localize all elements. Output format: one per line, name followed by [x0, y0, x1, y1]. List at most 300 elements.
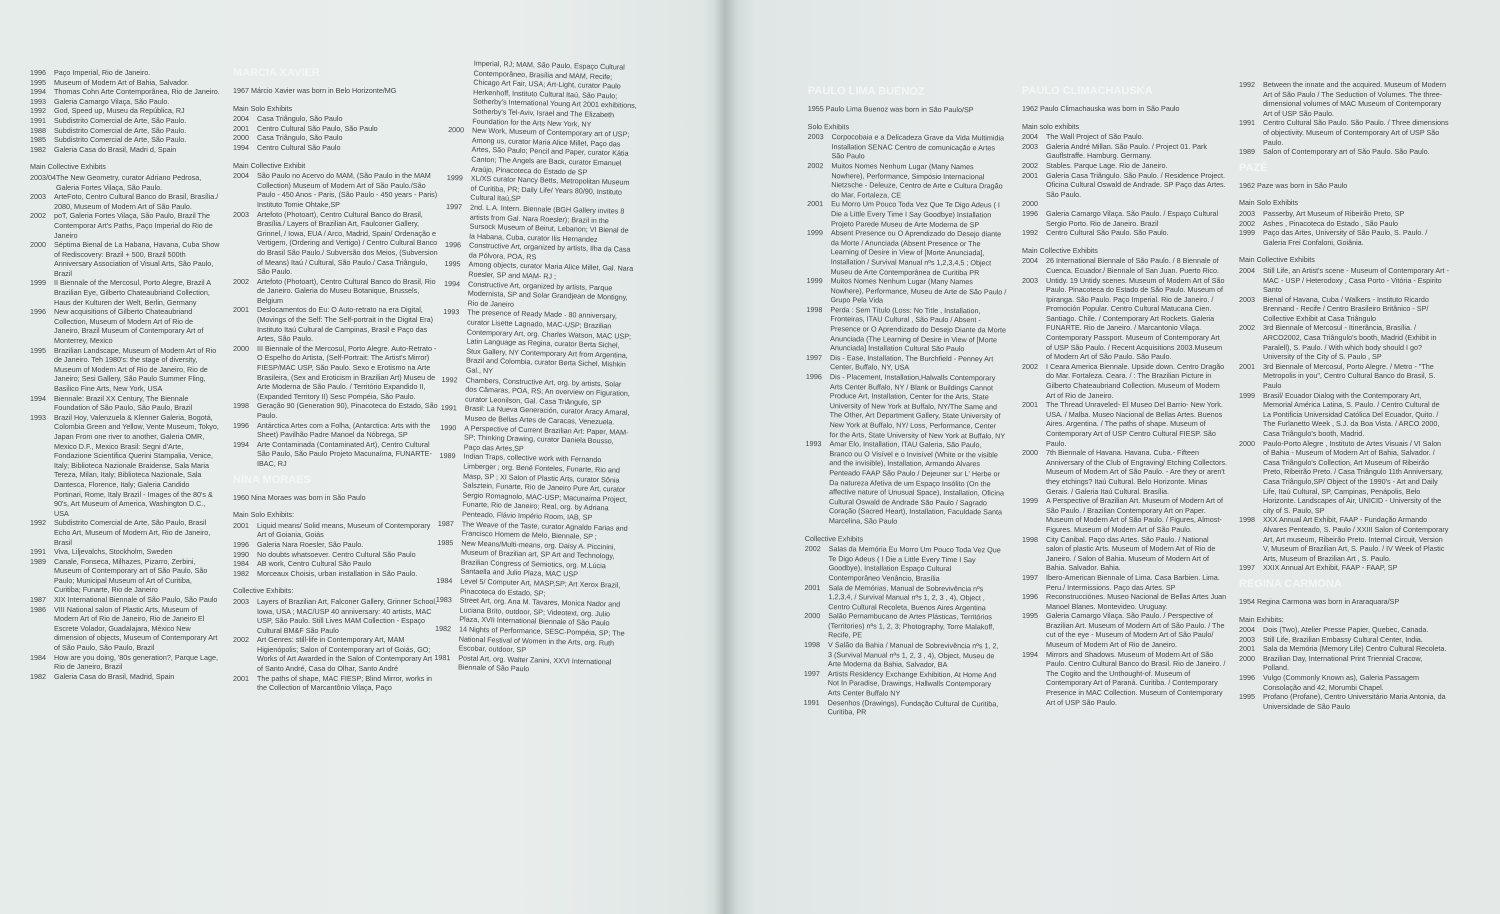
entry-year: 2003 — [1022, 275, 1038, 285]
entry-year: 2003 — [807, 132, 824, 142]
exhibit-entry — [807, 132, 1007, 162]
entry-text: Passerby, Art Museum of Ribeirão Preto, SP — [1263, 208, 1405, 218]
entry-year: 2004 — [233, 171, 249, 181]
entry-text: Stables. Parque Lage. Rio de Janeiro. — [1046, 160, 1168, 170]
artist-intro: 1967 Márcio Xavier was born in Belo Horizonte/MG — [233, 86, 397, 95]
entry-year: 1998 — [1022, 534, 1038, 544]
entry-text: Thomas Cohn Arte Contemporânea, Rio de Janeiro. — [54, 87, 220, 97]
section-heading: Main Collective Exhibit — [233, 160, 306, 170]
exhibit-entry — [807, 199, 1007, 229]
entry-text: The presence of Ready Made - 80 anniversary, curator Lisette Lagnado, MAC-USP; Brazilian Contemporary Art, org. Charles Watson, MAC USP; Latin Language as Regina, curator Berta Sichel, Stux Gallery, NY Contemporary Art from Argentina, Brazil and Colombia, curator Berta Sichel, Mishkin Gal., NY — [465, 307, 632, 376]
entry-year: 1997 — [445, 201, 463, 212]
entry-text: Still Life, Brazilian Embassy Cultural Center, India. — [1263, 634, 1423, 644]
entry-year: 2000 — [1022, 199, 1038, 209]
entry-text: Chambers, Constructive Art, org. by artists, Solar dos Câmaras, POA, RS; An overview on Figuration, curator Leonilson, Gal. Casa Triângulo, SP — [464, 375, 630, 407]
entry-text: Reconstrucciónes. Museo Nacional de Bellas Artes Juan Manoel Blanes. Montevideo. Uruguay. — [1046, 592, 1227, 611]
exhibit-entry — [436, 538, 627, 581]
exhibit-entry — [804, 544, 1004, 584]
entry-year: 1991 — [30, 115, 46, 125]
entry-year: 1999 — [446, 173, 463, 183]
entry-year: 2000 — [233, 133, 249, 143]
entry-year: 1998 — [233, 401, 249, 411]
entry-text: Indian Traps, collective work with Fernando Limberger ; org. Bené Fonteles, Funarte, Rio and Masp, SP ; XI Salon of Plastic Arts, curator Sônia Salsztein, Funarte, Rio de Janeiro Pure Art, curator Sergio Romagnolo, MAC-USP; Macunaíma Project, Funarte, Rio de Janeiro; Real, org. by Adriana Penteado, Flávio Império Room, IAB, SP — [461, 451, 628, 522]
entry-text: No doubts whatsoever. Centro Cultural São Paulo — [257, 549, 416, 559]
exhibit-entry — [233, 171, 438, 209]
exhibit-entry — [805, 439, 1006, 527]
entry-text: Centro Cultural São Paulo. São Paulo. — [1046, 228, 1169, 238]
entry-year: 1994 — [1022, 649, 1038, 659]
exhibit-entry — [1239, 323, 1449, 361]
entry-year: 1991 — [803, 697, 820, 707]
entry-year: 1982 — [434, 623, 452, 634]
entry-text: Antárctica Artes com a Folha, (Antarctica: Arts with the Sheet) Pavilhão Padre Manoel da Nóbrega, SP — [257, 420, 431, 440]
entry-year: 2001 — [1239, 361, 1255, 371]
exhibit-entry — [804, 582, 1004, 612]
entry-year: 1997 — [1239, 563, 1255, 573]
exhibit-entry — [233, 521, 438, 540]
entry-year: 2004 — [1239, 265, 1255, 275]
entry-year: 1996 — [1022, 208, 1038, 218]
exhibit-entry — [1022, 611, 1227, 649]
exhibit-entry — [233, 305, 438, 343]
entry-text: Sala de Memórias, Manual de Sobrevivência nºs 1,2,3,4, / Survival Manual nºs 1, 2, 3 , 4), Object , Centro Cultural Recoleta, Buenos Aires Argentina — [828, 582, 986, 612]
exhibit-entry — [1022, 142, 1227, 161]
exhibit-entry — [1239, 219, 1449, 229]
right-column-1 — [804, 80, 1008, 718]
artist-name: REGINA CARMONA — [1239, 577, 1342, 590]
exhibit-entry — [233, 635, 438, 673]
exhibit-entry — [30, 173, 220, 192]
entry-text: Casa Triângulo, São Paulo — [257, 114, 343, 124]
entry-year: 2000 — [30, 240, 46, 250]
entry-year: 1991 — [1239, 118, 1255, 128]
entry-text: Postal Art, org. Walter Zanini, XXVI International Biennale of São Paulo — [457, 653, 612, 674]
entry-text: Biennale: Brazil XX Century, The Biennale Foundation of São Paulo, São Paulo, Brazil — [54, 393, 193, 413]
left-column-2 — [233, 62, 438, 693]
entry-text: Dis - Placement, Installation,Halwalls Contemporary Arts Center Buffalo, NY / Blank or Buildings Cannot Produce Art, Installation, Center for the Arts, State University of New York at Buffalo, NY/The Same and The Other, Art Department Gallery, State University of New York at Buffalo, NY/ Loss, Performance, Center for the Arts, State University of New York at Buffalo, NY — [829, 372, 1006, 440]
entry-year: 2003 — [233, 596, 249, 606]
entry-year: 2004 — [1239, 625, 1255, 635]
entry-year: 2002 — [1022, 160, 1038, 170]
entry-text: Salas da Memória Eu Morro Um Pouco Toda Vez Que Te Digo Adeus ( I Die a Little Every Time I Say Goodbye), Installation Espaço Cultural Contemporâneo Venâncio, Brasília — [828, 544, 1001, 583]
entry-year: 2001 — [1022, 400, 1038, 410]
exhibit-entry — [30, 307, 220, 345]
entry-year: 2002 — [233, 276, 249, 286]
entry-year: 1987 — [437, 518, 454, 528]
entry-year: 1991 — [440, 403, 457, 413]
entry-text: Viva, Liljevalchs, Stockholm, Sweden — [54, 547, 173, 557]
entry-year: 2001 — [1239, 644, 1255, 654]
entry-year: 1997 — [806, 352, 823, 362]
exhibit-entry — [233, 210, 438, 277]
exhibit-entry — [30, 518, 220, 547]
exhibit-entry — [1022, 650, 1227, 708]
exhibit-entry — [30, 106, 220, 116]
entry-text: Perda : Sem Título (Loss: No Title , Installation, Fronteiras, ITAU Cultural , São Paulo / Absent - Presence or O Aprendizado do Desejo Diante da Morte Anunciada (The Learning of Desire in View of [Morte Anunciada] Installation Cultural São Paulo — [830, 305, 1007, 354]
entry-text: Amar Elo, Installation, ITAU Galeria, São Paulo, Branco ou O Visível e o Invisível (White or the visible and the invisible), Installation, Armando Alvares Penteado FAAP São Paulo / Dejeuner sur L' Herbe or Da natureza Afetiva de um Espaço Insólito (On the affective nature of Unusual Space), Installation, Oficina Cultural Oswald de Andrade São Paulo / Sagrado Coração (Sacred Heart), Installation, Faculdade Santa Marcelina, São Paulo — [828, 439, 1005, 526]
entry-year: 1998 — [806, 304, 823, 314]
entry-year: 1993 — [443, 307, 460, 317]
entry-year: 2000 — [804, 611, 821, 621]
exhibit-entry — [1022, 209, 1227, 228]
exhibit-entry — [233, 133, 438, 143]
entry-text: Subdistrito Comercial de Arte, São Paulo. — [54, 135, 187, 145]
artist-name: NINA MORAES — [233, 473, 311, 486]
entry-text — [1046, 199, 1227, 209]
entry-year: 1994 — [233, 142, 249, 152]
entry-text: 26 International Biennale of São Paulo. / 8 Biennale of Cuenca. Ecuador./ Biennale of San Juan. Puerto Rico. — [1046, 256, 1220, 275]
entry-text: Galeria Camargo Vilaça. São Paulo. / Espaço Cultural Sergio Porto. Rio de Janeiro. Brazil — [1046, 208, 1219, 228]
entry-text: Centro Cultural São Paulo — [257, 142, 341, 152]
exhibit-entry — [1022, 496, 1227, 534]
entry-year — [448, 58, 474, 126]
artist-intro: 1960 Nina Moraes was born in São Paulo — [233, 492, 366, 502]
entry-text: Ashes , Pinacoteca do Estado , São Paulo — [1263, 218, 1399, 228]
entry-text: Geração 90 (Generation 90), Pinacoteca do Estado, São Paulo. — [257, 401, 438, 420]
left-column-3 — [434, 58, 640, 677]
exhibit-entry — [30, 135, 220, 145]
exhibit-entry — [30, 87, 220, 97]
section-heading: Main Solo Exhibits: — [233, 510, 295, 520]
exhibit-entry — [1239, 266, 1449, 295]
entry-text: 2nd. L.A. Intern. Biennale (BGH Gallery invites 8 artists from Gal. Nara Roesler); Brazil in the Sursock Museum of Beirut, Lebanon; VI Bienal de la Habana, Cuba, curator Ilis Hernandez — [469, 202, 629, 244]
exhibit-entry — [30, 78, 220, 88]
exhibit-entry — [30, 240, 220, 278]
entry-year: 1986 — [30, 604, 46, 614]
entry-year: 2001 — [1022, 170, 1038, 180]
exhibit-entry — [1239, 654, 1449, 673]
entry-year: 1990 — [440, 422, 457, 432]
entry-year: 1996 — [1239, 673, 1255, 683]
entry-year: 1992 — [441, 374, 458, 384]
exhibit-entry — [804, 669, 1004, 699]
entry-text: Sala da Memória (Memory Life) Centro Cultural Recoleta. — [1263, 644, 1447, 654]
right-column-2 — [1022, 80, 1227, 707]
entry-text: Casa Triângulo, São Paulo — [257, 133, 343, 143]
entry-year: 1981 — [434, 652, 451, 663]
entry-year: 1995 — [30, 77, 46, 87]
exhibit-entry — [1239, 80, 1449, 118]
entry-text: Corpocobaia e a Delicadeza Grave da Vida Multimidia Installation SENAC Centro de comunicação e Artes São Paulo — [831, 132, 1005, 161]
exhibit-entry — [1239, 625, 1449, 635]
exhibit-entry — [448, 58, 640, 130]
entry-text: poT, Galeria Fortes Vilaça, São Paulo, Brazil The Contemporar Art's Paths, Paço Imperial do Rio de Janeiro — [54, 211, 213, 240]
exhibit-entry — [233, 114, 438, 124]
book-gutter — [714, 0, 738, 914]
entry-text: Galeria Camargo Vilaça, São Paulo. — [54, 96, 170, 106]
artist-intro: 1954 Regina Carmona was born in Araraquara/SP — [1239, 596, 1400, 606]
exhibit-entry — [30, 653, 220, 672]
left-column-1 — [30, 68, 220, 681]
entry-year: 1996 — [233, 420, 249, 430]
entry-text: Subdistrito Comercial de Arte, São Paulo. — [54, 125, 187, 135]
entry-text: I Ceara America Biennale. Upside down. Centro Dragão do Mar. Fortaleza. Ceara. / : The Brazilian Picture in Gilberto Chateaubriand Collection. Museum of Modern Art of Rio de Janeiro. — [1046, 361, 1225, 400]
entry-year: 2002 — [30, 211, 46, 221]
entry-text: ArteFoto, Centro Cultural Banco do Brasil, Brasília./ 2080, Museum of Modern Art of São Paulo. — [54, 192, 219, 211]
entry-year: 1992 — [1022, 228, 1038, 238]
exhibit-entry — [1239, 692, 1449, 711]
entry-year: 2002 — [233, 635, 249, 645]
entry-text: II Biennale of the Mercosul, Porto Alegre, Brazil A Brazilian Eye, Gilberto Chateaubriand Collection, Haus der Kulturen der Welt, Berlin, Germany — [54, 278, 211, 307]
entry-text: 7th Biennale of Havana. Havana. Cuba.- Fifteen Anniversary of the Club of Engraving/ Etching Collectors. Museum of Modern Art of São Paulo. - Are they or aren't they etchings? Itaú Cultural. Belo Horizonte. Minas Gerais. / Galeria Itaú Cultural. Brasília. — [1046, 448, 1227, 496]
exhibit-entry — [30, 116, 220, 126]
left-page — [0, 0, 724, 914]
entry-text: 14 Nights of Performance, SESC-Pompéia, SP; The National Festival of Women in the Arts, org. Ruth Escobar, outdoor, SP — [458, 624, 625, 655]
exhibit-entry — [1239, 118, 1449, 147]
entry-year: 1997 — [1022, 572, 1038, 582]
exhibit-entry — [30, 346, 220, 394]
entry-text: The Wall Project of São Paulo. — [1046, 132, 1144, 142]
exhibit-entry — [233, 597, 438, 635]
exhibit-entry — [1022, 573, 1227, 592]
entry-year: 1996 — [233, 539, 249, 549]
entry-text: Among objects, curator Maria Alice Millet, Gal. Nara Roesler, SP and MAM- RJ ; — [468, 260, 634, 281]
exhibit-entry — [447, 125, 638, 178]
entry-text: Subdistrito Comercial de Arte, São Paulo, Brasil Echo Art, Museum of Modern Art, Rio de Janeiro, Brasil — [54, 518, 211, 547]
exhibit-entry — [1022, 400, 1227, 448]
exhibit-entry — [30, 394, 220, 413]
entry-year: 2004 — [233, 114, 249, 124]
entry-text: Centro Cultural São Paulo. São Paulo. / Three dimensions of objectivity. Museum of Contemporary Art of USP São Paulo. — [1263, 118, 1449, 147]
entry-text: The Thread Unraveled- El Museo Del Barrio- New York. USA. / Malba. Museo Nacional de Bellas Artes. Buenos Aires. Argentina. / The paths of shape. Museum of Contemporary Art of USP Centro Cultural FIESP. São Paulo. — [1046, 400, 1223, 448]
entry-year: 1996 — [30, 68, 46, 77]
right-page — [724, 0, 1500, 914]
entry-year: 1995 — [444, 259, 461, 269]
entry-text: Still Life, an Artist's scene - Museum of Contemporary Art - MAC - USP / Heterodoxy , Casa Porto - Vitória - Espirito Santo — [1263, 265, 1449, 295]
exhibit-entry — [804, 611, 1004, 641]
exhibit-entry — [30, 192, 220, 211]
section-heading: Main Collective Exhibits — [1022, 245, 1098, 255]
exhibit-entry — [30, 145, 220, 155]
entry-year: 1984 — [233, 559, 249, 569]
entry-year: 1984 — [30, 652, 46, 662]
entry-text: 3rd Biennale of Mercosul - Itinerância, Brasília. / ARCO2002, Casa Triângulo's booth, Madrid (Exhibit in Paralell), S. Paulo. / With which body should I go? University of the City of S. Paulo , SP — [1263, 323, 1437, 362]
entry-year: 2001 — [233, 673, 249, 683]
entry-text: Museum of Modern Art of Bahia, Salvador. — [54, 77, 190, 87]
entry-text: City Canibal. Paço das Artes. São Paulo. / National salon of plastic Arts. Museum of Modern Art of Rio de Janeiro. / Salon of Bahia. Museum of Modern Art of Bahia. Salvador. Bahia. — [1046, 534, 1216, 573]
section-heading: Solo Exhibits — [807, 121, 850, 131]
entry-year: 1995 — [1022, 611, 1038, 621]
exhibit-entry — [806, 305, 1006, 354]
section-heading: Collective Exhibits — [804, 533, 864, 543]
entry-year: 2003 — [1022, 141, 1038, 151]
entry-year: 2004 — [1022, 256, 1038, 266]
entry-year: 1983 — [435, 595, 452, 605]
exhibit-entry — [434, 653, 624, 677]
artist-name: PAZÉ — [1239, 161, 1268, 174]
exhibit-entry — [30, 557, 220, 595]
exhibit-entry — [233, 674, 438, 693]
entry-year: 1993 — [805, 439, 822, 449]
exhibit-entry — [1022, 161, 1227, 171]
entry-text: Between the innate and the acquired. Museum of Modern Art of São Paulo / The Seduction of Volumes. The three-dimensional volumes of MAC Museum of Contemporary Art of USP São Paulo. — [1263, 80, 1446, 118]
exhibit-entry — [1239, 391, 1449, 439]
exhibit-entry — [233, 421, 438, 440]
exhibit-entry — [445, 202, 636, 245]
exhibit-entry — [30, 595, 220, 605]
entry-year: 1996 — [805, 372, 822, 382]
artist-intro: 1962 Paulo Climachauska was born in São Paulo — [1022, 104, 1180, 113]
entry-text: Canale, Fonseca, Milhazes, Pizarro, Zerbini, Museum of Contemporary art of São Paulo, São Paulo; Municipal Museum of Art of Curitiba, Curitiba; Funarte, Rio de Janeiro — [54, 556, 208, 595]
exhibit-entry — [1239, 644, 1449, 654]
entry-year: 1999 — [30, 278, 46, 288]
exhibit-entry — [233, 344, 438, 402]
entry-text: God, Speed up, Museu da República, RJ — [54, 106, 185, 116]
entry-year: 1996 — [444, 240, 462, 250]
entry-year: 1998 — [804, 640, 821, 650]
entry-year: 2004 — [1022, 132, 1038, 142]
exhibit-entry — [233, 559, 438, 569]
entry-year: 1989 — [1239, 147, 1255, 157]
entry-year: 1993 — [30, 96, 46, 106]
entry-year: 2000 — [1022, 448, 1038, 458]
entry-year: 2003 — [1239, 634, 1255, 644]
right-column-3 — [1239, 80, 1449, 711]
entry-text: Centro Cultural São Paulo, São Paulo — [257, 123, 378, 133]
entry-text: Subdistrito Comercial de Arte, São Paulo. — [54, 115, 187, 125]
exhibit-entry — [1239, 362, 1449, 391]
entry-year: 2001 — [804, 582, 821, 592]
exhibit-entry — [30, 413, 220, 519]
exhibit-entry — [1022, 199, 1227, 209]
exhibit-entry — [1022, 132, 1227, 142]
entry-text: Arte Contaminada (Contaminated Art), Centro Cultural São Paulo, São Paulo Projeto Macunaíma, FUNARTE-IBAC, RJ — [257, 439, 432, 468]
entry-text: XXIX Annual Art Exhibit, FAAP - FAAP, SP — [1263, 563, 1398, 573]
entry-year: 1982 — [30, 144, 46, 154]
exhibit-entry — [233, 540, 438, 550]
exhibit-entry — [806, 276, 1006, 306]
entry-year: 1992 — [1239, 80, 1255, 89]
entry-year: 2003/04 — [30, 172, 56, 182]
section-heading: Main Solo Exhibits — [233, 103, 293, 113]
artist-name: PAULO CLIMACHAUSKA — [1022, 85, 1153, 97]
entry-year: 1985 — [437, 537, 454, 547]
entry-year: 2002 — [1022, 361, 1038, 371]
section-heading: Main Exhibits: — [1239, 614, 1284, 624]
artist-intro: 1962 Paze was born in São Paulo — [1239, 180, 1348, 190]
exhibit-entry — [30, 68, 220, 78]
exhibit-entry — [30, 605, 220, 653]
entry-text: Muitos Nomes Nenhum Lugar (Many Names Nowhere), Performance, Simpósio Internacional Nietzsche - Deleuze, Centro de Arte e Cultura Dragão do Mar, Fortaleza, CE — [831, 161, 1003, 200]
entry-year: 2001 — [233, 520, 249, 530]
entry-year: 1999 — [1239, 390, 1255, 400]
exhibit-entry — [233, 401, 438, 420]
entry-year: 2003 — [233, 209, 249, 219]
exhibit-entry — [1022, 276, 1227, 362]
entry-text: Galeria Nara Roesler, São Paulo. — [257, 539, 364, 549]
section-heading: Main Collective Exhibits — [1239, 255, 1315, 265]
exhibit-entry — [30, 97, 220, 107]
entry-text: Imperial, RJ; MAM, São Paulo, Espaço Cultural Contemporâneo, Brasília and MAM, Recife; Chicago Art Fair, USA; Art-Light, curator Paulo Herkenhoff, Instituto Cultural Itaú, São Paulo; Sotherby's International Young Art 2001 exhibitions, Sotherby's Tel-Aviv, Israel and The Elizabeth Foundation for the Arts New York, NY — [472, 58, 637, 129]
entry-text: A Perspective of Current Brazilian Art: Paper, MAM-SP; Thinking Drawing, curator Daniela Bousso, Paço das Artes,SP — [463, 423, 629, 453]
section-heading: Collective Exhibits: — [233, 586, 294, 596]
entry-year: 1996 — [30, 307, 46, 317]
entry-text: Brasil/ Ecuador Dialog with the Contemporary Art, Memorial América Latina, S. Paulo. / Centro Cultural de La Pontificia Universidad Católica Del Ecuador, Quito. / The Furlanetto Week , S.J. da Boa Vista. / ARCO 2000, Casa Triângulo's booth, Madrid. — [1263, 390, 1440, 438]
entry-year: 2000 — [1239, 438, 1255, 448]
exhibit-entry — [1239, 147, 1449, 157]
entry-text: III Biennale of the Mercosul, Porto Alegre. Auto-Retrato - O Espelho do Artista, (Self-Portrait: The Artist's Mirror) FIESP/MAC USP, São Paulo. Sexo e Erotismo na Arte Brasileira, (Sex and Eroticism in Brazilian Art) Museu de Arte Moderna de São Paulo. / Território Expandido II, (Expanded Territory II) Sesc Pompéia, São Paulo. — [257, 343, 437, 401]
entry-text: The Weave of the Taste, curator Agnaldo Farias and Francisco Homem de Melo, Biennale, SP ; — [461, 518, 628, 542]
entry-text: Séptima Bienal de La Habana, Havana, Cuba Show of Rediscovery: Brazil + 500, Brazil 500th Anniversary Association of Visual Arts, São Paulo, Brazil — [54, 240, 220, 278]
entry-year: 1987 — [30, 595, 46, 605]
entry-text: XXX Annual Art Exhibit, FAAP - Fundação Armando Alvares Penteado, S. Paulo / XXIII Salon of Contemporary Art, Art museum, Ribeirão Preto. Internal Circuit, Version V, Museum of Brazilian Art, S. Paulo. / IV Week of Plastic Arts, Museum of Brazilian Art , S. Paulo. — [1263, 515, 1449, 563]
entry-year: 1997 — [803, 668, 820, 678]
entry-year: 1999 — [806, 276, 823, 286]
exhibit-entry — [807, 161, 1007, 201]
entry-text: Mirrors and Shadows. Museum of Modern Art of São Paulo. Centro Cultural Banco do Brasil. Rio de Janeiro. / The Cogito and the Unthought-of. Museum of Contemporary Art of Paraná. Curitiba. / Contemporary Presence in MAC Collection. Museum of Contemporary Art of USP São Paulo. — [1046, 649, 1226, 707]
entry-text: Galeria André Millan. São Paulo. / Project 01. Park Gauflstraffe. Hamburg. Germany. — [1046, 141, 1208, 161]
entry-text: New acquisitions of Gilberto Chateaubriand Collection, Museum of Modern Art of Rio de Janeiro, Brazil Museum of Contemporary Art of Monterrey, Mexico — [54, 307, 204, 346]
exhibit-entry — [806, 353, 1006, 374]
entry-year: 1988 — [30, 125, 46, 135]
entry-text: Layers of Brazilian Art, Falconer Gallery, Grinner School, Iowa, USA ; MAC/USP 40 anniversary: 40 artists, MAC USP, São Paulo. Still Lives MAM Collection - Espaço Cultural BM&F São Paulo — [257, 596, 438, 635]
entry-year: 1994 — [443, 278, 461, 288]
entry-text: New Work, Museum of Contemporary art of USP; Among us, curator Maria Alice Millet, Paço das Artes, São Paulo; Pencil and Paper, curator Kátia Canton; The Angels are Back, curator Emanuel Araújo, Pinacoteca do Estado de SP — [470, 125, 630, 177]
exhibit-entry — [1239, 228, 1449, 247]
entry-text: Paço das Artes, University of São Paulo, S. Paulo. / Galeria Frei Confaloni, Goiânia. — [1263, 228, 1428, 247]
entry-year: 1998 — [1239, 515, 1255, 525]
exhibit-entry — [233, 143, 438, 153]
entry-text: Morceaux Choisis, urban installation in São Paulo. — [257, 568, 418, 578]
exhibit-entry — [1239, 673, 1449, 692]
section-heading: Main solo exhibits — [1022, 121, 1080, 131]
exhibit-entry — [1022, 535, 1227, 573]
entry-year: 1994 — [30, 393, 46, 403]
entry-year: 1993 — [30, 412, 46, 422]
entry-text: 3rd Biennale of Mercosul, Porto Alegre. / Metro - "The Metropolis in you", Centro Cultural Banco do Brasil, S. Paulo — [1263, 361, 1436, 391]
entry-year: 1999 — [1239, 228, 1255, 238]
entry-year: 1999 — [806, 228, 823, 238]
exhibit-entry — [1239, 439, 1449, 516]
entry-year: 1984 — [436, 575, 453, 586]
exhibit-entry — [1022, 171, 1227, 200]
exhibit-entry — [438, 451, 630, 523]
entry-text: Dois (Two), Atelier Presse Papier, Quebec, Canada. — [1263, 625, 1429, 635]
entry-text: VIII National salon of Plastic Arts, Museum of Modern Art of Rio de Janeiro, Rio de Janeiro El Escrete Volador, Guadalajara, México New dimension of objects, Museum of Contemporary Art of São Paulo, São Paulo, Brazil — [54, 604, 218, 653]
exhibit-entry — [30, 126, 220, 136]
entry-year: 2001 — [807, 199, 824, 209]
entry-text: Profano (Profane), Centro Universitário Maria Antonia, da Universidade de São Paulo — [1263, 692, 1446, 711]
entry-year: 2002 — [804, 544, 821, 554]
exhibit-entry — [30, 672, 220, 682]
entry-text: Absent Presence ou O Aprendizado do Desejo diante da Morte / Anunciada (Absent Presence or The Learning of Desire in View of [Morte Anunciada], Installation / Survival Manual nºs 1,2,3,4,5 ; Object Museu de Arte Contemporânea de Curitiba PR — [830, 228, 1002, 277]
exhibit-entry — [1022, 228, 1227, 238]
artist-name: MARCIA XAVIER — [233, 67, 320, 79]
exhibit-entry — [1022, 256, 1227, 275]
entry-text: Galeria Casa Triângulo. São Paulo. / Residence Project. Oficina Cultural Oswald de Andrade. SP Paço das Artes. São Paulo. — [1046, 170, 1226, 199]
exhibit-entry — [1022, 448, 1227, 496]
entry-year: 1999 — [1022, 496, 1038, 506]
entry-text: Brazil Hoy, Valenzuela & Klenner Galeria, Bogotá, Colombia Green and Yellow, Vente Museum, Tokyo, Japan From one river to another, Galeria OMR, Mexico D.F., Mexico Brasil: Segni d'Arte, Fondazione Scientifica Querini Stampalia, Venice, Italy; Biblioteca Nazionale Braidense, Sala Maria Tereza, Milan, Italy; Biblioteca Nazionale, Sala Dantesca, Florence, Italy; Galeria Candido Portinari, Rome, Italy Brazil - Images of the 80's & 90's, Art Museum of America, Washington D.C., USA — [54, 412, 219, 518]
entry-year: 2000 — [1239, 653, 1255, 663]
entry-text: Galeria Casa do Brasil, Madrid, Spain — [54, 671, 175, 681]
entry-text: Brazilian Day, International Print Triennial Cracow, Polland. — [1263, 653, 1423, 673]
entry-text: New Means/Multi-means, org. Daisy A. Piccinini, Museum of Brazilian art, SP Art and Technology, Brazilian Congress of Semiotics, org. M.Lúcia Santaella and Julio Plaza, MAC USP — [460, 538, 616, 579]
entry-text: Constructive Art, organized by artists, Parque Modernista, SP and Solar Grandjean de Montigny, Rio de Janeiro — [467, 279, 628, 309]
entry-year: 1989 — [439, 451, 456, 461]
entry-year: 1994 — [30, 87, 46, 97]
entry-text: Vulgo (Commonly Known as), Galeria Passagem Consolação and 42, Morumbi Chapel. — [1263, 673, 1419, 692]
entry-text: Art Genres: still-life in Contemporary Art, MAM Higienópolis; Salon of Contemporary art of Goiás, GO; Works of Art Awarded in the Salon of Contemporary Art of Santo André, Casa do Olhar, Santo André — [257, 635, 433, 674]
entry-text: Bienal of Havana, Cuba / Walkers - Instituto Ricardo Brennand - Recife / Centro Brasileiro Britânico - SP/ Collective Exhibit at Casa Triângulo — [1263, 294, 1429, 323]
entry-year: 2003 — [30, 192, 46, 202]
entry-year: 2002 — [1239, 323, 1255, 333]
exhibit-entry — [1239, 563, 1449, 573]
exhibit-entry — [805, 372, 1005, 441]
exhibit-entry — [233, 550, 438, 560]
exhibit-entry — [233, 124, 438, 134]
entry-year: 1994 — [233, 439, 249, 449]
